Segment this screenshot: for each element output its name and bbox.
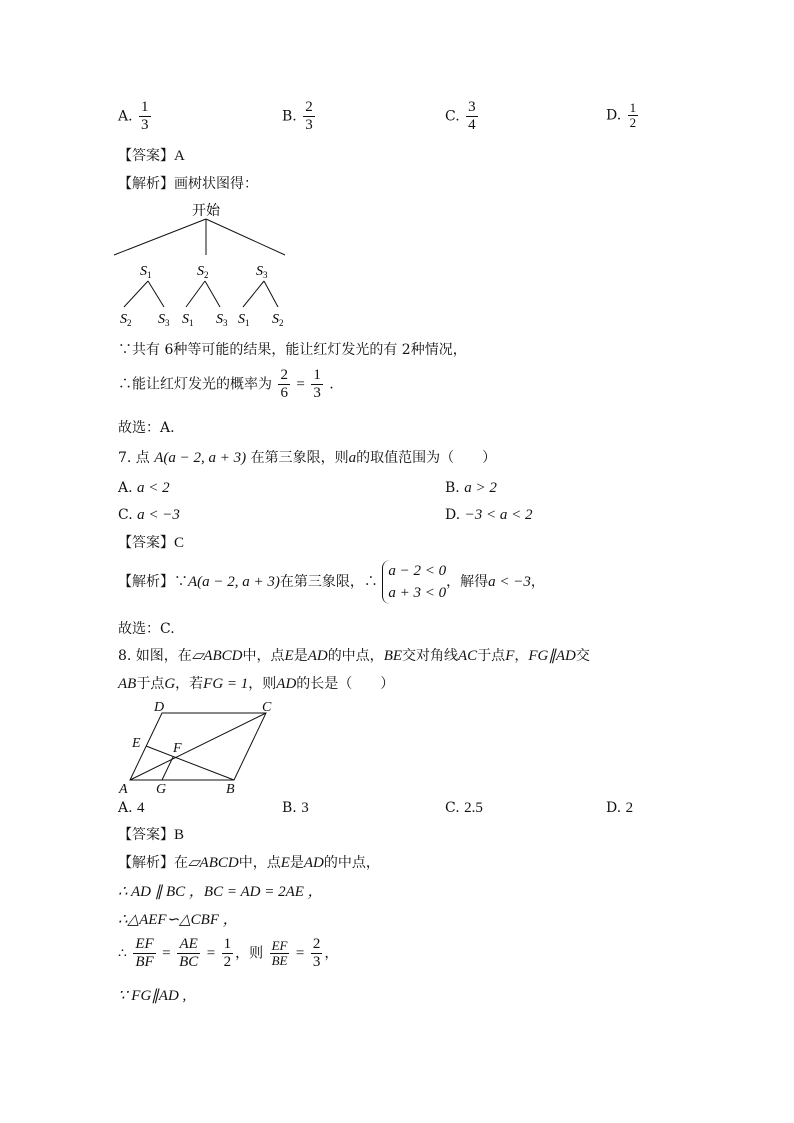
label-g: G (156, 782, 167, 797)
segment-be (146, 746, 234, 780)
q8-stem-line2: AB于点G，若FG = 1，则AD的长是（ ） (118, 676, 395, 692)
label-f: F (173, 741, 182, 756)
q7-option-a: A. a < 2 (118, 480, 170, 496)
label-c: C (262, 700, 272, 715)
label-e: E (132, 736, 141, 751)
tree-node-s1: $S_1$ (140, 264, 152, 280)
q8-stem-line1: 8. 如图，在▱ABCD中，点E是AD的中点，BE交对角线AC于点F，FG∥AD交 (118, 648, 590, 664)
q8-analysis-line5: ∵ FG∥AD , (118, 988, 187, 1004)
q8-option-a: A. 4 (118, 800, 145, 816)
label-a: A (119, 782, 128, 797)
q6-option-b: B. $\frac{2}{3}$ (282, 99, 313, 133)
tree-leaf: $S_3$ (216, 312, 228, 328)
q7-analysis: 【解析】∵A(a − 2, a + 3)在第三象限，∴ a − 2 < 0 a + 3 < 0 ，解得a < −3， (118, 560, 545, 604)
q8-option-d: D. 2 (606, 800, 634, 816)
tree-leaf: $S_2$ (272, 312, 284, 328)
q6-option-a: A. $\frac{1}{3}$ (118, 99, 149, 133)
q7-stem: 7. 点 A(a − 2, a + 3) 在第三象限，则a的取值范围为（ ） (118, 450, 497, 466)
q8-analysis-line2: ∴ AD ∥ BC ，BC = AD = 2AE ， (118, 884, 323, 900)
q7-answer: 【答案】C (118, 535, 185, 551)
tree-leaf: $S_2$ (120, 312, 132, 328)
q8-option-b: B. 3 (282, 800, 309, 816)
tree-node-s3: $S_3$ (256, 264, 268, 280)
label-d: D (154, 700, 165, 715)
tree-leaf: $S_1$ (182, 312, 194, 328)
q6-answer: 【答案】A (118, 148, 185, 164)
label-b: B (226, 782, 235, 797)
q6-line2: ∴能让红灯发光的概率为 $\frac{2}{6}$ = $\frac{1}{3}$ . (118, 367, 334, 401)
q6-option-c: C. $\frac{3}{4}$ (445, 99, 476, 133)
q8-analysis-line4: ∴ $\frac{EF}{BF}$ = $\frac{AE}{BC}$ = $\frac{1}{2}$ ，则 $\frac{EF}{BE}$ = $\frac{2}{3}$ ， (118, 936, 339, 970)
q6-line1: ∵共有 6种等可能的结果，能让红灯发光的有 2种情况， (118, 342, 467, 358)
q8-answer: 【答案】B (118, 827, 185, 843)
q6-option-d: D. $\frac{1}{2}$ (606, 100, 637, 130)
tree-leaf: $S_1$ (238, 312, 250, 328)
tree-node-s2: $S_2$ (197, 264, 209, 280)
q6-choose: 故选：A. (118, 420, 175, 436)
q8-analysis-line1: 【解析】在▱ABCD中，点E是AD的中点， (118, 855, 380, 871)
q6-analysis-intro: 【解析】画树状图得： (118, 176, 258, 192)
q8-option-c: C. 2.5 (445, 800, 483, 816)
q7-option-c: C. a < −3 (118, 507, 180, 523)
q7-choose: 故选：C. (118, 621, 175, 637)
diagonal-ac (130, 713, 266, 780)
q7-option-b: B. a > 2 (445, 480, 497, 496)
tree-diagram (100, 195, 320, 335)
parallelogram-figure (110, 697, 290, 797)
tree-root: 开始 (192, 204, 220, 219)
q7-option-d: D. −3 < a < 2 (445, 507, 533, 523)
tree-leaf: $S_3$ (158, 312, 170, 328)
segment-fg (162, 757, 173, 780)
q8-analysis-line3: ∴△AEF∽△CBF ， (118, 912, 238, 928)
